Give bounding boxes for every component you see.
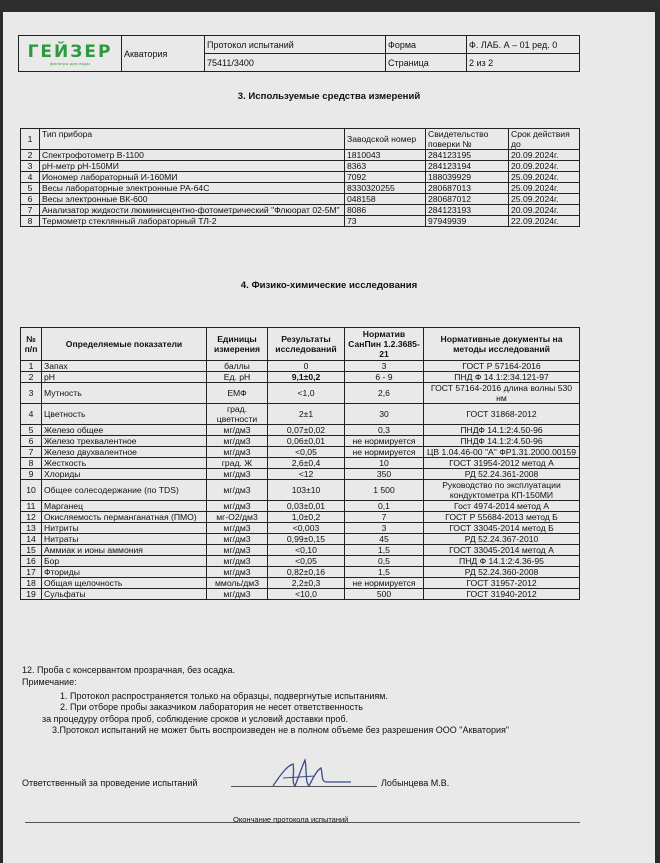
cell-norm: 30 [345,404,424,425]
cell-cert: 97949939 [426,216,509,227]
table-row [21,161,580,172]
cell-name: Железо двухвалентное [42,447,207,458]
cell-name: Фториды [42,567,207,578]
cell-type: Спектрофотометр В-1100 [40,150,345,161]
table-row [21,589,580,600]
cell-result: <10,0 [268,589,345,600]
cell-norm: 350 [345,469,424,480]
cell-due: 20.09.2024г. [509,205,580,216]
table-row [21,545,580,556]
cell-unit: мг/дм3 [207,523,268,534]
cell-method: ГОСТ 33045-2014 метод А [424,545,580,556]
cell-num: 16 [21,556,42,567]
cell-result: 1,0±0,2 [268,512,345,523]
header-cert: Свидетельство поверки № [426,129,509,150]
table-row [21,567,580,578]
cell-num: 14 [21,534,42,545]
page-value: 2 из 2 [467,54,580,72]
cell-unit: мг/дм3 [207,534,268,545]
table-row [21,458,580,469]
table-row [21,361,580,372]
cell-serial: 7092 [345,172,426,183]
cell-name: Железо общее [42,425,207,436]
cell-method: РД 52.24.361-2008 [424,469,580,480]
cell-num: 15 [21,545,42,556]
cell-result: <0,05 [268,447,345,458]
cell-norm: 10 [345,458,424,469]
table-row [21,205,580,216]
doc-number: 75411/3400 [205,54,386,72]
cell-method: ПНДФ 14.1:2:4.50-96 [424,425,580,436]
cell-name: Нитриты [42,523,207,534]
cell-num: 2 [21,372,42,383]
cell-norm: 0,3 [345,425,424,436]
cell-name: Железо трехвалентное [42,436,207,447]
cell-name: Нитраты [42,534,207,545]
table-header-row [21,328,580,361]
cell-cert: 284123194 [426,161,509,172]
cell-norm: 1,5 [345,567,424,578]
cell-name: Мутность [42,383,207,404]
cell-method: ПНДФ 14.1:2:4.50-96 [424,436,580,447]
cell-name: Жесткость [42,458,207,469]
cell-num: 5 [21,183,40,194]
header-due: Срок действия до [509,129,580,150]
cell-norm: не нормируется [345,436,424,447]
cell-method: Гост 4974-2014 метод А [424,501,580,512]
cell-norm: 45 [345,534,424,545]
cell-cert: 280687013 [426,183,509,194]
logo-text: ГЕЙЗЕР [27,41,113,62]
cell-num: 4 [21,172,40,183]
table-row [21,404,580,425]
cell-type: Весы электронные ВК-600 [40,194,345,205]
cell-unit: мг-О2/дм3 [207,512,268,523]
cell-unit: мг/дм3 [207,501,268,512]
cell-unit: град. Ж [207,458,268,469]
cell-norm: 0,1 [345,501,424,512]
cell-result: 2,6±0,4 [268,458,345,469]
cell-method: ГОСТ 57164-2016 длина волны 530 нм [424,383,580,404]
cell-due: 25.09.2024г. [509,194,580,205]
logo [19,36,122,72]
cell-type: Термометр стеклянный лабораторный ТЛ-2 [40,216,345,227]
top-dark-bar [0,0,660,10]
table-row [21,383,580,404]
cell-cert: 188039929 [426,172,509,183]
cell-method: ГОСТ 31957-2012 [424,578,580,589]
cell-serial: 8330320255 [345,183,426,194]
cell-result: 0,06±0,01 [268,436,345,447]
cell-name: Аммиак и ионы аммония [42,545,207,556]
cell-method: ГОСТ 33045-2014 метод Б [424,523,580,534]
cell-norm: 2,6 [345,383,424,404]
cell-num: 19 [21,589,42,600]
cell-method: РД 52.24.367-2010 [424,534,580,545]
cell-name: Цветность [42,404,207,425]
table-header-row [21,129,580,150]
form-label: Форма [386,36,467,54]
header-method: Нормативные документы на методы исследований [424,328,580,361]
cell-result: 0 [268,361,345,372]
cell-num: 7 [21,205,40,216]
table-row [21,372,580,383]
cell-num: 6 [21,194,40,205]
cell-result: 2±1 [268,404,345,425]
handwritten-signature [265,756,355,796]
cell-num: 13 [21,523,42,534]
cell-result: 9,1±0,2 [268,372,345,383]
cell-serial: 73 [345,216,426,227]
cell-norm: 0,5 [345,556,424,567]
cell-due: 22.09.2024г. [509,216,580,227]
cell-unit: мг/дм3 [207,436,268,447]
cell-norm: 1,5 [345,545,424,556]
header-num: № п/п [21,328,42,361]
cell-result: 0,82±0,16 [268,567,345,578]
cell-method: ЦВ 1.04.46-00 "А" ФР1.31.2000.00159 [424,447,580,458]
table-row [21,447,580,458]
notes-label: Примечание: [22,677,77,687]
header-type: Тип прибора [40,129,345,150]
cell-num: 7 [21,447,42,458]
cell-type: Весы лабораторные электронные РА-64С [40,183,345,194]
section4-title: 4. Физико-химические исследования [240,280,418,291]
cell-method: ПНД Ф 14.1:2:4.36-95 [424,556,580,567]
company-name: Акватория [122,36,205,72]
cell-name: pH [42,372,207,383]
table-row [21,216,580,227]
cell-num: 1 [21,361,42,372]
logo-subtitle: фильтры для воды [50,60,90,66]
cell-method: ГОСТ Р 55684-2013 метод Б [424,512,580,523]
cell-name: Общая щелочность [42,578,207,589]
cell-due: 20.09.2024г. [509,161,580,172]
form-value: Ф. ЛАБ. А – 01 ред. 0 [467,36,580,54]
table-row [21,534,580,545]
cell-result: 0,03±0,01 [268,501,345,512]
cell-method: ГОСТ 31954-2012 метод А [424,458,580,469]
table-row [21,512,580,523]
cell-unit: град. цветности [207,404,268,425]
instruments-table [20,128,580,227]
cell-norm: не нормируется [345,578,424,589]
cell-type: pH-метр pH-150МИ [40,161,345,172]
cell-num: 18 [21,578,42,589]
table-row [21,480,580,501]
cell-num: 4 [21,404,42,425]
cell-num: 11 [21,501,42,512]
table-row [21,523,580,534]
cell-norm: 7 [345,512,424,523]
note-12: 12. Проба с консервантом прозрачная, без осадка. [22,665,235,675]
cell-cert: 280687012 [426,194,509,205]
cell-cert: 284123195 [426,150,509,161]
cell-unit: мг/дм3 [207,425,268,436]
cell-cert: 284123193 [426,205,509,216]
cell-method: РД 52.24.360-2008 [424,567,580,578]
cell-result: <0,05 [268,556,345,567]
table-row [21,425,580,436]
cell-method: ГОСТ 31940-2012 [424,589,580,600]
header-norm: Норматив СанПин 1.2.3685-21 [345,328,424,361]
cell-method: ПНД Ф 14.1:2:34.121-97 [424,372,580,383]
cell-type: Иономер лабораторный И-160МИ [40,172,345,183]
cell-serial: 8086 [345,205,426,216]
cell-serial: 8363 [345,161,426,172]
cell-unit: Ед. pH [207,372,268,383]
document-page [3,12,655,863]
cell-num: 2 [21,150,40,161]
cell-method: ГОСТ Р 57164-2016 [424,361,580,372]
section3-title: 3. Используемые средства измерений [237,91,421,102]
header-result: Результаты исследований [268,328,345,361]
cell-unit: мг/дм3 [207,556,268,567]
cell-result: 0,07±0,02 [268,425,345,436]
cell-num: 5 [21,425,42,436]
note-1: 1. Протокол распространяется только на образцы, подвергнутые испытаниям. [60,691,388,701]
cell-serial: 048158 [345,194,426,205]
cell-num: 9 [21,469,42,480]
cell-name: Бор [42,556,207,567]
cell-num: 6 [21,436,42,447]
cell-num: 3 [21,161,40,172]
cell-norm: 3 [345,523,424,534]
cell-norm: 1 500 [345,480,424,501]
table-row [21,172,580,183]
table-row [21,150,580,161]
cell-norm: не нормируется [345,447,424,458]
note-2a: 2. При отборе пробы заказчиком лаборатория не несет ответственность [60,702,363,712]
cell-result: 0,99±0,15 [268,534,345,545]
cell-name: Запах [42,361,207,372]
cell-result: <1,0 [268,383,345,404]
table-row [21,183,580,194]
cell-unit: ммоль/дм3 [207,578,268,589]
cell-norm: 6 - 9 [345,372,424,383]
cell-name: Хлориды [42,469,207,480]
cell-name: Сульфаты [42,589,207,600]
cell-name: Общее солесодержание (по TDS) [42,480,207,501]
cell-unit: ЕМФ [207,383,268,404]
cell-unit: баллы [207,361,268,372]
cell-serial: 1810043 [345,150,426,161]
cell-due: 25.09.2024г. [509,183,580,194]
cell-num: 10 [21,480,42,501]
cell-num: 3 [21,383,42,404]
signer-name: Лобынцева М.В. [381,778,450,788]
table-row [21,469,580,480]
cell-num: 8 [21,216,40,227]
cell-name: Окисляемость перманганатная (ПМО) [42,512,207,523]
cell-num: 8 [21,458,42,469]
header-serial: Заводской номер [345,129,426,150]
cell-result: 2,2±0,3 [268,578,345,589]
cell-unit: мг/дм3 [207,480,268,501]
cell-unit: мг/дм3 [207,447,268,458]
cell-result: 103±10 [268,480,345,501]
cell-method: ГОСТ 31868-2012 [424,404,580,425]
header-unit: Единицы измерения [207,328,268,361]
cell-method: Руководство по эксплуатации кондуктометра КП-150МИ [424,480,580,501]
header-table [18,35,580,72]
cell-due: 25.09.2024г. [509,172,580,183]
cell-num: 12 [21,512,42,523]
cell-unit: мг/дм3 [207,545,268,556]
signature-label: Ответственный за проведение испытаний [22,778,198,788]
page-label: Страница [386,54,467,72]
cell-due: 20.09.2024г. [509,150,580,161]
doc-title: Протокол испытаний [205,36,386,54]
cell-num: 17 [21,567,42,578]
cell-type: Анализатор жидкости люминисцентно-фотометрический "Флюорат 02-5М" [40,205,345,216]
header-name: Определяемые показатели [42,328,207,361]
note-3: 3.Протокол испытаний не может быть воспроизведен не в полном объеме без разрешения ООО "Акватория" [52,725,510,735]
cell-result: <0,10 [268,545,345,556]
end-of-protocol: Окончание протокола испытаний [233,815,349,824]
table-row [21,578,580,589]
cell-name: Марганец [42,501,207,512]
note-2b: за процедуру отбора проб, соблюдение сроков и условий доставки проб. [42,714,349,724]
cell-norm: 500 [345,589,424,600]
cell-unit: мг/дм3 [207,589,268,600]
table-row [21,436,580,447]
cell-unit: мг/дм3 [207,469,268,480]
results-table [20,327,580,600]
header-num: 1 [21,129,40,150]
table-row [21,194,580,205]
cell-result: <0,003 [268,523,345,534]
table-row [21,501,580,512]
cell-norm: 3 [345,361,424,372]
table-row [21,556,580,567]
cell-unit: мг/дм3 [207,567,268,578]
cell-result: <12 [268,469,345,480]
